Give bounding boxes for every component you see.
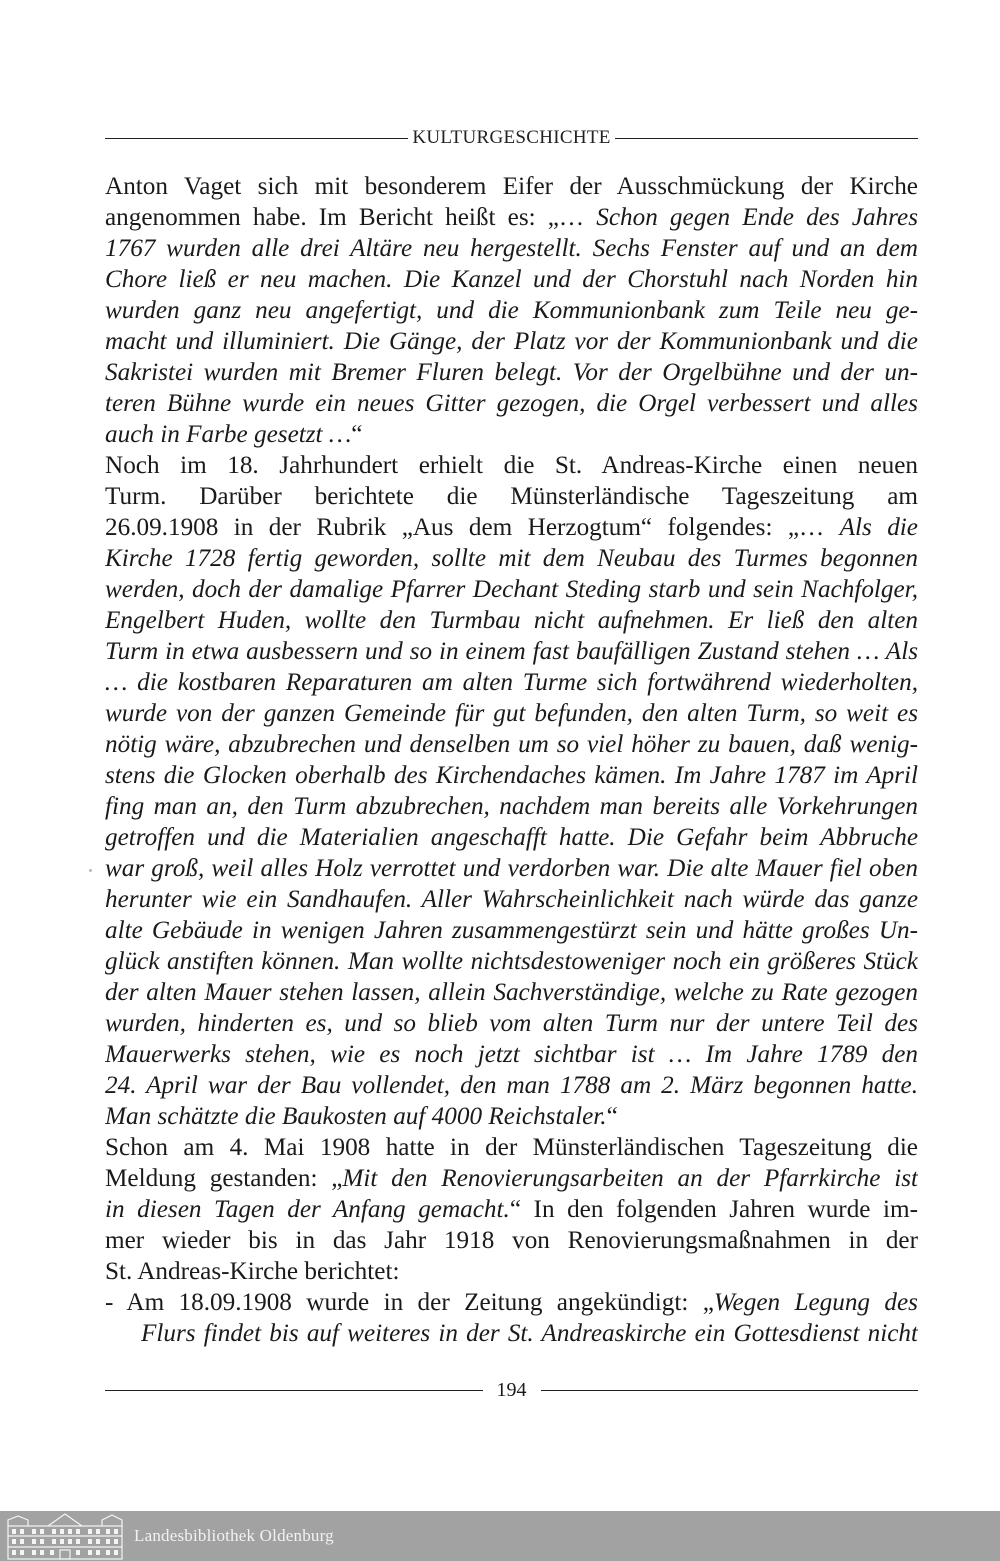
text-line <box>105 1132 918 1163</box>
body-text-segment: “ <box>351 421 363 448</box>
quoted-italic-text: teren Bühne wurde ein neues Gitter gezogen, die Orgel verbessert und alles <box>105 390 918 417</box>
text-line <box>105 760 918 791</box>
body-text-segment: angenommen habe. Im Bericht heißt es: „… <box>105 204 597 231</box>
scan-speck <box>89 869 92 872</box>
quoted-italic-text: Kirche 1728 fertig geworden, sollte mit dem Neubau des Turmes begonnen <box>105 545 918 572</box>
quoted-italic-text: fing man an, den Turm abzubrechen, nachdem man bereits alle Vorkehrungen <box>105 793 918 820</box>
text-line <box>105 481 918 512</box>
text-line <box>105 977 918 1008</box>
text-line <box>105 636 918 667</box>
quoted-italic-text: in diesen Tagen der Anfang gemacht. <box>105 1196 510 1223</box>
library-building-icon <box>6 1512 124 1560</box>
text-line <box>105 884 918 915</box>
text-line <box>105 543 918 574</box>
quoted-italic-text: war groß, weil alles Holz verrottet und verdorben war. Die alte Mauer fiel oben <box>105 855 918 882</box>
text-line <box>105 946 918 977</box>
quoted-italic-text: Man schätzte die Baukosten auf 4000 Reichstaler. <box>105 1103 607 1130</box>
running-head-rule-left <box>105 138 408 139</box>
text-line <box>105 1039 918 1070</box>
quoted-italic-text: glück anstiften können. Man wollte nichtsdestoweniger noch ein größeres Stück <box>105 948 918 975</box>
text-line <box>105 388 918 419</box>
quoted-italic-text: herunter wie ein Sandhaufen. Aller Wahrscheinlichkeit nach würde das ganze <box>105 886 918 913</box>
text-line <box>105 419 918 450</box>
quoted-italic-text: Mauerwerks stehen, wie es noch jetzt sichtbar ist … Im Jahre 1789 den <box>105 1041 918 1068</box>
text-line <box>105 233 918 264</box>
text-line <box>105 326 918 357</box>
body-text-segment: 26.09.1908 in der Rubrik „Aus dem Herzogtum“ folgendes: „… <box>105 514 840 541</box>
quoted-italic-text: wurden ganz neu angefertigt, und die Kommunionbank zum Teile neu ge- <box>105 297 918 324</box>
quoted-italic-text: Turm in etwa ausbessern und so in einem fast baufälligen Zustand stehen … Als <box>105 638 918 665</box>
body-text-segment: “ <box>606 1103 618 1130</box>
quoted-italic-text: Sakristei wurden mit Bremer Fluren belegt. Vor der Orgelbühne und der un- <box>105 359 918 386</box>
text-line <box>105 1194 918 1225</box>
quoted-italic-text: macht und illuminiert. Die Gänge, der Platz vor der Kommunionbank und die <box>105 328 918 355</box>
text-line <box>105 512 918 543</box>
quoted-italic-text: Wegen Legung des <box>713 1289 918 1316</box>
text-line <box>105 1070 918 1101</box>
text-line <box>105 171 918 202</box>
text-line <box>105 605 918 636</box>
text-line <box>105 667 918 698</box>
text-line <box>105 1163 918 1194</box>
body-text-segment: St. Andreas-Kirche berichtet: <box>105 1258 400 1285</box>
quoted-italic-text: wurden, hinderten es, und so blieb vom alten Turm nur der untere Teil des <box>105 1010 918 1037</box>
text-line <box>105 1101 918 1132</box>
quoted-italic-text: Engelbert Huden, wollte den Turmbau nicht aufnehmen. Er ließ den alten <box>105 607 918 634</box>
footer-rule-left <box>105 1390 483 1391</box>
running-head-rule-right <box>615 138 918 139</box>
text-line <box>105 295 918 326</box>
text-line <box>105 574 918 605</box>
footer-rule-right <box>541 1390 919 1391</box>
text-line <box>105 853 918 884</box>
text-line <box>105 264 918 295</box>
text-line <box>105 357 918 388</box>
body-text-segment: mer wieder bis in das Jahr 1918 von Renovierungsmaßnahmen in der <box>105 1227 918 1254</box>
quoted-italic-text: … die kostbaren Reparaturen am alten Turme sich fortwährend wiederholten, <box>105 669 918 696</box>
quoted-italic-text: 24. April war der Bau vollendet, den man 1788 am 2. März begonnen hatte. <box>105 1072 918 1099</box>
body-text-segment: - Am 18.09.1908 wurde in der Zeitung angekündigt: „ <box>105 1289 714 1316</box>
quoted-italic-text: werden, doch der damalige Pfarrer Dechant Steding starb und sein Nachfolger, <box>105 576 918 603</box>
body-text-segment: Meldung gestanden: „ <box>105 1165 343 1192</box>
quoted-italic-text: alte Gebäude in wenigen Jahren zusammengestürzt sein und hätte großes Un- <box>105 917 918 944</box>
text-line <box>105 1256 918 1287</box>
quoted-italic-text: Flurs findet bis auf weiteres in der St. Andreaskirche ein Gottesdienst nicht <box>141 1320 918 1347</box>
quoted-italic-text: wurde von der ganzen Gemeinde für gut befunden, den alten Turm, so weit es <box>105 700 918 727</box>
text-line <box>105 1318 918 1349</box>
quoted-italic-text: Schon gegen Ende des Jahres <box>596 204 918 231</box>
text-line <box>105 822 918 853</box>
quoted-italic-text: nötig wäre, abzubrechen und denselben um so viel höher zu bauen, daß wenig- <box>105 731 918 758</box>
text-line <box>105 450 918 481</box>
quoted-italic-text: Mit den Renovierungsarbeiten an der Pfarrkirche ist <box>342 1165 918 1192</box>
quoted-italic-text: 1767 wurden alle drei Altäre neu hergestellt. Sechs Fenster auf und an dem <box>105 235 918 262</box>
body-text-segment: Schon am 4. Mai 1908 hatte in der Münsterländischen Tageszeitung die <box>105 1134 918 1161</box>
body-text-segment: Anton Vaget sich mit besonderem Eifer der Ausschmückung der Kirche <box>105 173 918 200</box>
quoted-italic-text: Chore ließ er neu machen. Die Kanzel und der Chorstuhl nach Norden hin <box>105 266 918 293</box>
text-line <box>105 729 918 760</box>
text-line <box>105 202 918 233</box>
body-text-segment: Noch im 18. Jahrhundert erhielt die St. Andreas-Kirche einen neuen <box>105 452 918 479</box>
quoted-italic-text: getroffen und die Materialien angeschafft hatte. Die Gefahr beim Abbruche <box>105 824 918 851</box>
text-line <box>105 791 918 822</box>
body-text-segment: “ In den folgenden Jahren wurde im- <box>509 1196 918 1223</box>
body-text <box>105 171 918 1349</box>
text-line <box>105 698 918 729</box>
quoted-italic-text: Als die <box>839 514 918 541</box>
library-watermark-bar <box>0 1511 1000 1561</box>
running-head-title: KULTURGESCHICHTE <box>412 127 611 148</box>
running-head <box>105 124 918 152</box>
page-number: 194 <box>496 1379 527 1401</box>
body-text-segment: Turm. Darüber berichtete die Münsterländische Tageszeitung am <box>105 483 918 510</box>
quoted-italic-text: stens die Glocken oberhalb des Kirchendaches kämen. Im Jahre 1787 im April <box>105 762 918 789</box>
quoted-italic-text: der alten Mauer stehen lassen, allein Sachverständige, welche zu Rate gezogen <box>105 979 918 1006</box>
text-line <box>105 1225 918 1256</box>
text-line <box>105 1287 918 1318</box>
page-footer <box>105 1377 918 1403</box>
text-line <box>105 915 918 946</box>
quoted-italic-text: auch in Farbe gesetzt … <box>105 421 352 448</box>
library-name: Landesbibliothek Oldenburg <box>134 1526 334 1545</box>
text-line <box>105 1008 918 1039</box>
